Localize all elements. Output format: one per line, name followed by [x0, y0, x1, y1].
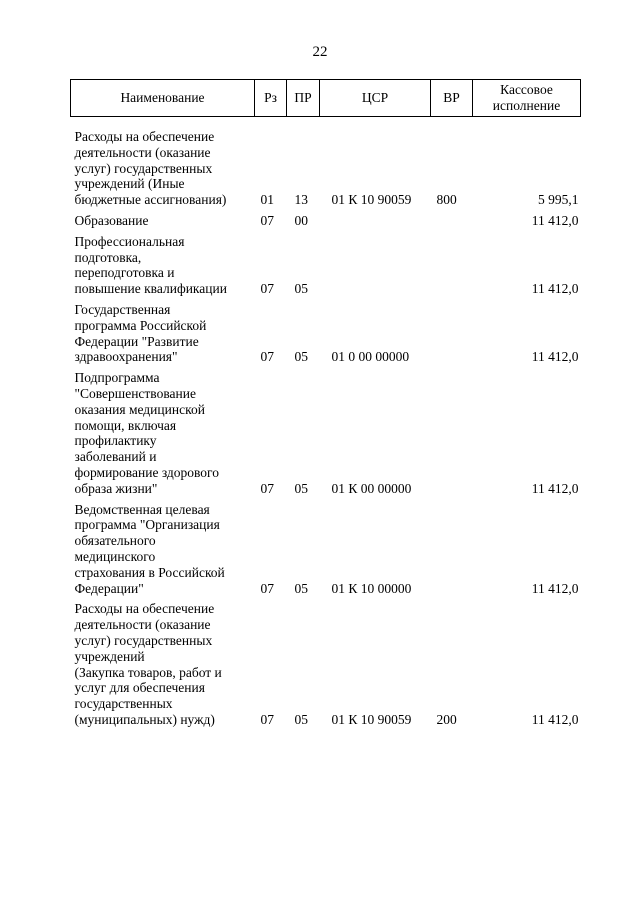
row-vr: 800: [436, 192, 457, 208]
row-vr: [431, 370, 473, 501]
row-csr: 01 К 10 00000: [331, 580, 412, 596]
row-pr: 13: [294, 192, 308, 208]
header-pr: ПР: [287, 80, 320, 117]
row-csr: [320, 234, 431, 302]
row-rz: 07: [260, 212, 274, 228]
row-amount: 11 412,0: [531, 212, 579, 228]
row-name-line: Образование: [74, 212, 149, 228]
row-name: [71, 370, 255, 501]
row-name-line: помощи, включая: [74, 417, 177, 433]
page-number: 22: [312, 44, 328, 60]
header-amount-line: исполнение: [492, 98, 561, 113]
row-amount: 11 412,0: [531, 480, 579, 496]
row-vr: [431, 234, 473, 302]
row-name: [71, 302, 255, 370]
header-amount: [473, 80, 581, 117]
header-name: Наименование: [71, 80, 255, 117]
row-name-line: Расходы на обеспечение: [74, 601, 215, 617]
row-pr: 05: [294, 711, 308, 727]
row-name-line: учреждений (Иные: [74, 176, 185, 192]
table-row: [71, 370, 581, 501]
table-row: [71, 302, 581, 370]
row-name-line: услуг) государственных: [74, 160, 213, 176]
row-name-line: повышение квалификации: [74, 281, 227, 297]
row-name-line: государственных: [74, 696, 173, 712]
row-pr: 00: [294, 212, 308, 228]
row-vr: [431, 502, 473, 602]
row-name: [71, 502, 255, 602]
row-name: [71, 129, 255, 213]
header-rz: Рз: [255, 80, 287, 117]
row-name-line: услуг) государственных: [74, 632, 213, 648]
table-body: [71, 117, 581, 733]
row-vr: [431, 213, 473, 234]
row-amount: 5 995,1: [538, 192, 579, 208]
row-name-line: образа жизни": [74, 480, 158, 496]
row-name-line: услуг для обеспечения: [74, 680, 205, 696]
table-spacer: [71, 117, 581, 130]
row-vr: [431, 302, 473, 370]
row-amount: 11 412,0: [531, 580, 579, 596]
row-csr: 01 К 10 90059: [331, 192, 412, 208]
row-name: [71, 601, 255, 732]
row-name-line: (Закупка товаров, работ и: [74, 664, 222, 680]
row-name-line: Государственная: [74, 301, 171, 317]
row-name-line: Профессиональная: [74, 233, 185, 249]
row-name-line: Ведомственная целевая: [74, 501, 210, 517]
row-name-line: программа Российской: [74, 317, 207, 333]
row-name-line: подготовка,: [74, 249, 142, 265]
row-csr: 01 0 00 00000: [331, 349, 410, 365]
row-name-line: обязательного: [74, 533, 156, 549]
row-amount: 11 412,0: [531, 281, 579, 297]
row-name-line: Федерации": [74, 580, 144, 596]
row-name-line: страхования в Российской: [74, 564, 225, 580]
row-name-line: деятельности (оказание: [74, 144, 211, 160]
row-name-line: Подпрограмма: [74, 370, 160, 386]
table-row: [71, 234, 581, 302]
row-csr: 01 К 00 00000: [331, 480, 412, 496]
table-row: [71, 601, 581, 732]
row-name-line: заболеваний и: [74, 449, 157, 465]
row-name-line: "Совершенствование: [74, 385, 196, 401]
row-name-line: деятельности (оказание: [74, 617, 211, 633]
row-pr: 05: [294, 480, 308, 496]
row-name-line: программа "Организация: [74, 517, 220, 533]
row-amount: 11 412,0: [531, 349, 579, 365]
row-rz: 07: [260, 349, 274, 365]
row-name-line: оказания медицинской: [74, 401, 205, 417]
row-rz: 01: [260, 192, 274, 208]
row-name: [71, 213, 255, 234]
row-pr: 05: [294, 349, 308, 365]
budget-execution-table: [70, 79, 581, 733]
row-name-line: здравоохранения": [74, 349, 178, 365]
row-rz: 07: [260, 281, 274, 297]
row-csr: 01 К 10 90059: [331, 711, 412, 727]
row-name-line: Федерации "Развитие: [74, 333, 199, 349]
row-name-line: профилактику: [74, 433, 157, 449]
row-name-line: учреждений: [74, 648, 145, 664]
row-pr: 05: [294, 281, 308, 297]
header-vr: ВР: [431, 80, 473, 117]
row-name-line: Расходы на обеспечение: [74, 129, 215, 144]
table-row: [71, 129, 581, 213]
table-header: [71, 80, 581, 117]
row-name-line: медицинского: [74, 548, 156, 564]
row-name: [71, 234, 255, 302]
row-pr: 05: [294, 580, 308, 596]
header-amount-line: Кассовое: [500, 82, 553, 97]
row-vr: 200: [436, 711, 457, 727]
row-rz: 07: [260, 580, 274, 596]
row-csr: [320, 213, 431, 234]
row-name-line: формирование здорового: [74, 464, 220, 480]
row-name-line: (муниципальных) нужд): [74, 711, 215, 727]
row-amount: 11 412,0: [531, 711, 579, 727]
row-name-line: бюджетные ассигнования): [74, 192, 227, 208]
table-row: [71, 213, 581, 234]
table-row: [71, 502, 581, 602]
header-csr: ЦСР: [320, 80, 431, 117]
row-name-line: переподготовка и: [74, 265, 175, 281]
row-rz: 07: [260, 711, 274, 727]
row-rz: 07: [260, 480, 274, 496]
